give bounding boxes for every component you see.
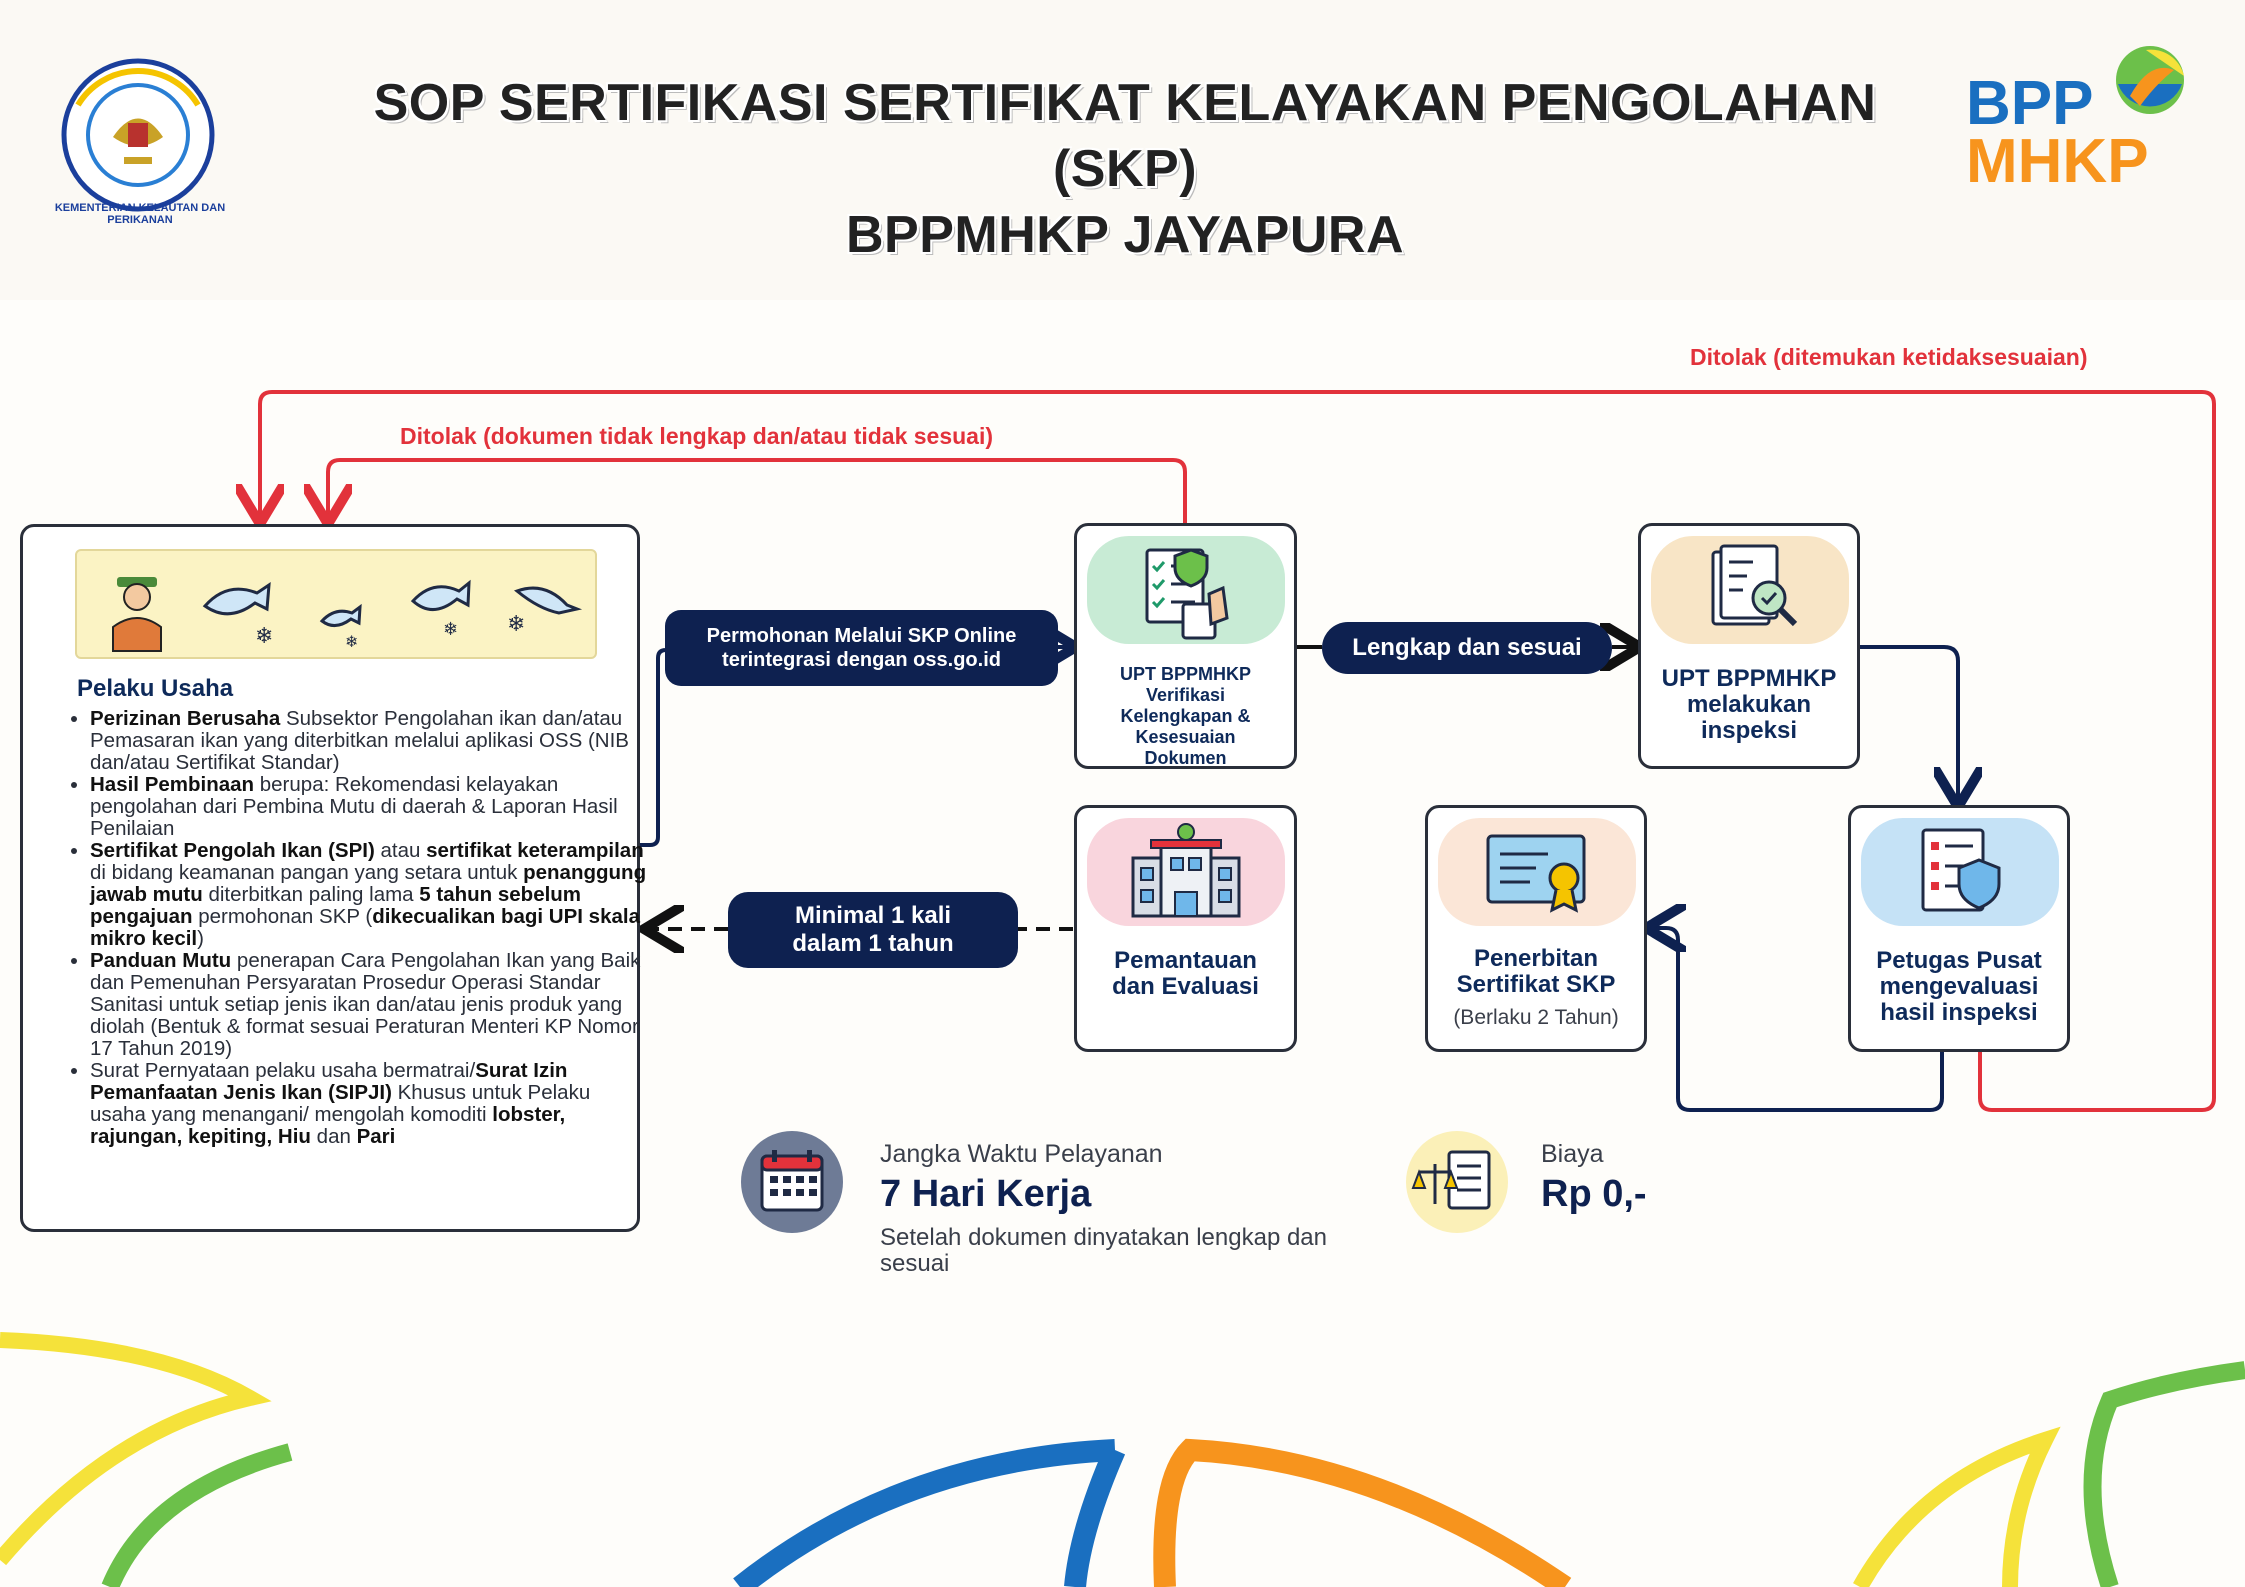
monitoring-icon-well — [1087, 818, 1285, 926]
evaluate-icon-well — [1861, 818, 2059, 926]
submit-online-pill: Permohonan Melalui SKP Online terintegrasi dengan oss.go.id — [665, 610, 1058, 686]
monitoring-box — [1074, 805, 1297, 1052]
service-time-value: 7 Hari Kerja — [880, 1173, 1092, 1215]
decorative-waves — [0, 1300, 2245, 1587]
svg-text:❄: ❄ — [443, 619, 459, 639]
requirement-item: • Hasil Pembinaan berupa: Rekomendasi kelayakan pengolahan dari Pembina Mutu di daerah & Laporan Hasil Penilaian — [90, 774, 650, 840]
rejected-inspection-label: Ditolak (ditemukan ketidaksesuaian) — [1690, 344, 2088, 370]
svg-text:❄: ❄ — [255, 623, 274, 648]
cost-label: Biaya — [1541, 1140, 1604, 1168]
calendar-icon — [740, 1130, 844, 1234]
service-time-label: Jangka Waktu Pelayanan — [880, 1140, 1163, 1168]
checklist-shield-icon — [1861, 818, 2059, 926]
left-logo-caption: KEMENTERIAN KELAUTAN DAN PERIKANAN — [54, 202, 226, 226]
checklist-icon — [1087, 536, 1285, 644]
monitoring-frequency-pill: Minimal 1 kali dalam 1 tahun — [728, 892, 1018, 968]
evaluate-label: Petugas Pusat mengevaluasi hasil inspeksi — [1876, 947, 2042, 1026]
inspection-icon-well — [1651, 536, 1849, 644]
cost-icon — [1405, 1130, 1509, 1234]
rejected-docs-label: Ditolak (dokumen tidak lengkap dan/atau tidak sesuai) — [400, 423, 994, 449]
requirement-item: • Surat Pernyataan pelaku usaha bermatrai/Surat Izin Pemanfaatan Jenis Ikan (SIPJI) Khusus untuk Pelaku usaha yang menangani/ mengolah komoditi lobster, rajungan, kepiting, Hiu dan Pari — [90, 1060, 650, 1148]
title-line-2: (SKP) — [1052, 140, 1198, 198]
inspection-label: UPT BPPMHKP melakukan inspeksi — [1661, 665, 1837, 744]
title-line-1: SOP SERTIFIKASI SERTIFIKAT KELAYAKAN PENGOLAHAN — [373, 74, 1877, 132]
verify-documents-label: UPT BPPMHKP Verifikasi Kelengkapan & Kesesuaian Dokumen — [1119, 664, 1251, 768]
pelaku-illustration — [75, 549, 597, 659]
document-search-icon — [1651, 536, 1849, 644]
certificate-icon — [1438, 818, 1636, 926]
requirements-list — [72, 708, 650, 1148]
issue-certificate-box — [1425, 805, 1647, 1052]
cost-value: Rp 0,- — [1541, 1173, 1647, 1215]
verify-icon-well — [1087, 536, 1285, 644]
requirement-item: • Panduan Mutu penerapan Cara Pengolahan Ikan yang Baik dan Pemenuhan Persyaratan Prosedur Operasi Standar Sanitasi untuk setiap jenis ikan dan/atau jenis produk yang diolah (Bentuk & format sesuai Peraturan Menteri KP Nomor 17 Tahun 2019) — [90, 950, 650, 1060]
inspection-box — [1638, 523, 1860, 769]
logo-text-bpp: BPP — [1966, 69, 2094, 138]
issue-certificate-label: Penerbitan Sertifikat SKP — [1456, 945, 1616, 998]
evaluate-box — [1848, 805, 2070, 1052]
validity-note: (Berlaku 2 Tahun) — [1453, 1006, 1619, 1029]
svg-text:❄: ❄ — [507, 611, 526, 636]
building-icon — [1087, 818, 1285, 926]
monitoring-label: Pemantauan dan Evaluasi — [1112, 947, 1259, 1000]
service-time-note: Setelah dokumen dinyatakan lengkap dan sesuai — [880, 1224, 1327, 1277]
complete-pill: Lengkap dan sesuai — [1322, 622, 1612, 674]
verify-documents-box — [1074, 523, 1297, 769]
requirement-item: • Perizinan Berusaha Subsektor Pengolahan ikan dan/atau Pemasaran ikan yang diterbitkan melalui aplikasi OSS (NIB dan/atau Sertifikat Standar) — [90, 708, 650, 774]
logo-text-mhkp: MHKP — [1966, 127, 2149, 196]
title-line-3: BPPMHKP JAYAPURA — [845, 206, 1405, 264]
svg-text:❄: ❄ — [345, 634, 359, 651]
fisherman-icon — [113, 577, 161, 651]
requirement-item: • Sertifikat Pengolah Ikan (SPI) atau sertifikat keterampilan di bidang keamanan pangan yang setara untuk penanggung jawab mutu diterbitkan paling lama 5 tahun sebelum pengajuan permohonan SKP (dikecualikan bagi UPI skala mikro kecil) — [90, 840, 650, 950]
pelaku-usaha-title: Pelaku Usaha — [77, 675, 234, 702]
issue-icon-well — [1438, 818, 1636, 926]
